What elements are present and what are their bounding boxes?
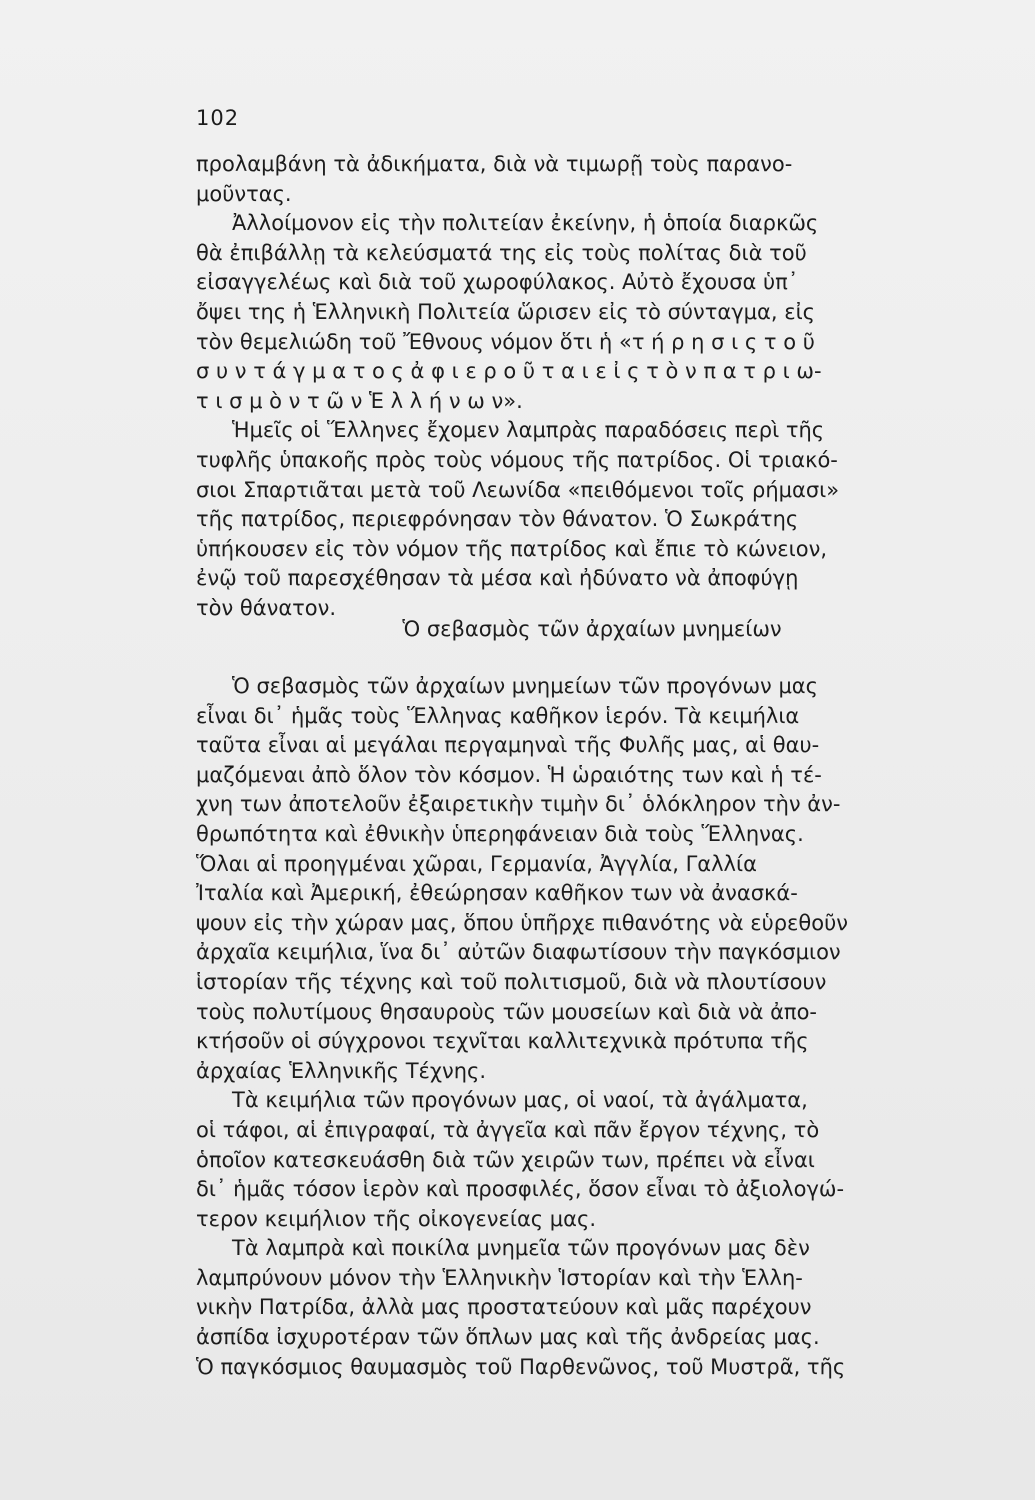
text-line: χνη των ἀποτελοῦν ἐξαιρετικὴν τιμὴν δι᾿ ὁλόκληρον τὴν ἀν-: [196, 792, 841, 817]
section-heading: Ὁ σεβασμὸς τῶν ἀρχαίων μνημείων: [402, 617, 782, 641]
text-line: ἱστορίαν τῆς τέχνης καὶ τοῦ πολιτισμοῦ, διὰ νὰ πλουτίσουν: [196, 969, 827, 994]
text-line: Ἀλλοίμονον εἰς τὴν πολιτείαν ἐκείνην, ἡ ὁποία διαρκῶς: [232, 211, 819, 236]
text-line: Ἡμεῖς οἱ Ἕλληνες ἔχομεν λαμπρὰς παραδόσεις περὶ τῆς: [232, 418, 825, 443]
text-line: τῆς πατρίδος, περιεφρόνησαν τὸν θάνατον. Ὁ Σωκράτης: [196, 507, 799, 532]
text-line: τ ι σ μ ὸ ν τ ῶ ν Ἑ λ λ ή ν ω ν».: [196, 388, 523, 413]
text-line: δι᾿ ἡμᾶς τόσον ἱερὸν καὶ προσφιλές, ὅσον εἶναι τὸ ἀξιολογώ-: [196, 1177, 845, 1202]
text-line: θρωπότητα καὶ ἐθνικὴν ὑπερηφάνειαν διὰ τοὺς Ἕλληνας.: [196, 821, 804, 846]
page-number: 102: [196, 106, 240, 130]
text-line: τυφλῆς ὑπακοῆς πρὸς τοὺς νόμους τῆς πατρίδος. Οἱ τριακό-: [196, 447, 838, 472]
text-line: οἱ τάφοι, αἱ ἐπιγραφαί, τὰ ἀγγεῖα καὶ πᾶν ἔργον τέχνης, τὸ: [196, 1117, 820, 1142]
text-line: ταῦτα εἶναι αἱ μεγάλαι περγαμηναὶ τῆς Φυλῆς μας, αἱ θαυ-: [196, 733, 820, 758]
text-line: τοὺς πολυτίμους θησαυροὺς τῶν μουσείων καὶ διὰ νὰ ἀπο-: [196, 999, 817, 1024]
text-line: Τὰ λαμπρὰ καὶ ποικίλα μνημεῖα τῶν προγόνων μας δὲν: [232, 1236, 810, 1261]
text-line: κτήσοῦν οἱ σύγχρονοι τεχνῖται καλλιτεχνικὰ πρότυπα τῆς: [196, 1029, 809, 1054]
text-line: Τὰ κειμήλια τῶν προγόνων μας, οἱ ναοί, τὰ ἀγάλματα,: [232, 1088, 808, 1113]
text-line: ὄψει της ἡ Ἑλληνικὴ Πολιτεία ὥρισεν εἰς τὸ σύνταγμα, εἰς: [196, 299, 816, 324]
text-line: ὁποῖον κατεσκευάσθη διὰ τῶν χειρῶν των, πρέπει νὰ εἶναι: [196, 1147, 815, 1172]
text-line: ἀσπίδα ἰσχυροτέραν τῶν ὅπλων μας καὶ τῆς ἀνδρείας μας.: [196, 1325, 820, 1350]
text-line: Ὁ σεβασμὸς τῶν ἀρχαίων μνημείων τῶν προγόνων μας: [232, 674, 818, 698]
text-line: σ υ ν τ ά γ μ α τ ο ς ἀ φ ι ε ρ ο ῦ τ α ι ε ἰ ς τ ὸ ν π α τ ρ ι ω-: [196, 359, 822, 384]
text-line: Ὅλαι αἱ προηγμέναι χῶραι, Γερμανία, Ἀγγλία, Γαλλία: [196, 851, 757, 876]
text-line: ψουν εἰς τὴν χώραν μας, ὅπου ὑπῆρχε πιθανότης νὰ εὑρεθοῦν: [196, 910, 848, 935]
text-line: μοῦντας.: [196, 181, 292, 206]
text-line: τὸν θάνατον.: [196, 595, 337, 620]
text-line: τερον κειμήλιον τῆς οἰκογενείας μας.: [196, 1206, 597, 1231]
text-line: ἀρχαίας Ἑλληνικῆς Τέχνης.: [196, 1058, 487, 1083]
text-line: εἰσαγγελέως καὶ διὰ τοῦ χωροφύλακος. Αὐτὸ ἔχουσα ὑπ᾿: [196, 270, 799, 295]
body-text-lower: [196, 672, 988, 1382]
text-line: εἶναι δι᾿ ἡμᾶς τοὺς Ἕλληνας καθῆκον ἱερόν. Τὰ κειμήλια: [196, 703, 800, 728]
text-line: Ἰταλία καὶ Ἀμερική, ἐθεώρησαν καθῆκον των νὰ ἀνασκά-: [196, 881, 798, 906]
text-line: θὰ ἐπιβάλλῃ τὰ κελεύσματά της εἰς τοὺς πολίτας διὰ τοῦ: [196, 240, 807, 265]
body-text-upper: [196, 150, 988, 624]
text-line: ὑπήκουσεν εἰς τὸν νόμον τῆς πατρίδος καὶ ἔπιε τὸ κώνειον,: [196, 536, 828, 561]
text-line: ἐνῷ τοῦ παρεσχέθησαν τὰ μέσα καὶ ἠδύνατο νὰ ἀποφύγῃ: [196, 566, 799, 591]
text-line: προλαμβάνη τὰ ἀδικήματα, διὰ νὰ τιμωρῇ τοὺς παρανο-: [196, 152, 793, 176]
text-line: ἀρχαῖα κειμήλια, ἵνα δι᾿ αὐτῶν διαφωτίσουν τὴν παγκόσμιον: [196, 940, 841, 965]
text-line: λαμπρύνουν μόνον τὴν Ἑλληνικὴν Ἱστορίαν καὶ τὴν Ἑλλη-: [196, 1265, 803, 1290]
text-line: σιοι Σπαρτιᾶται μετὰ τοῦ Λεωνίδα «πειθόμενοι τοῖς ρήμασι»: [196, 477, 840, 502]
text-line: νικὴν Πατρίδα, ἀλλὰ μας προστατεύουν καὶ μᾶς παρέχουν: [196, 1295, 812, 1320]
text-line: Ὁ παγκόσμιος θαυμασμὸς τοῦ Παρθενῶνος, τοῦ Μυστρᾶ, τῆς: [196, 1354, 846, 1379]
text-line: τὸν θεμελιώδη τοῦ Ἔθνους νόμον ὅτι ἡ «τ ή ρ η σ ι ς τ ο ῦ: [196, 329, 815, 354]
text-line: μαζόμεναι ἀπὸ ὅλον τὸν κόσμον. Ἡ ὡραιότης των καὶ ἡ τέ-: [196, 762, 822, 787]
